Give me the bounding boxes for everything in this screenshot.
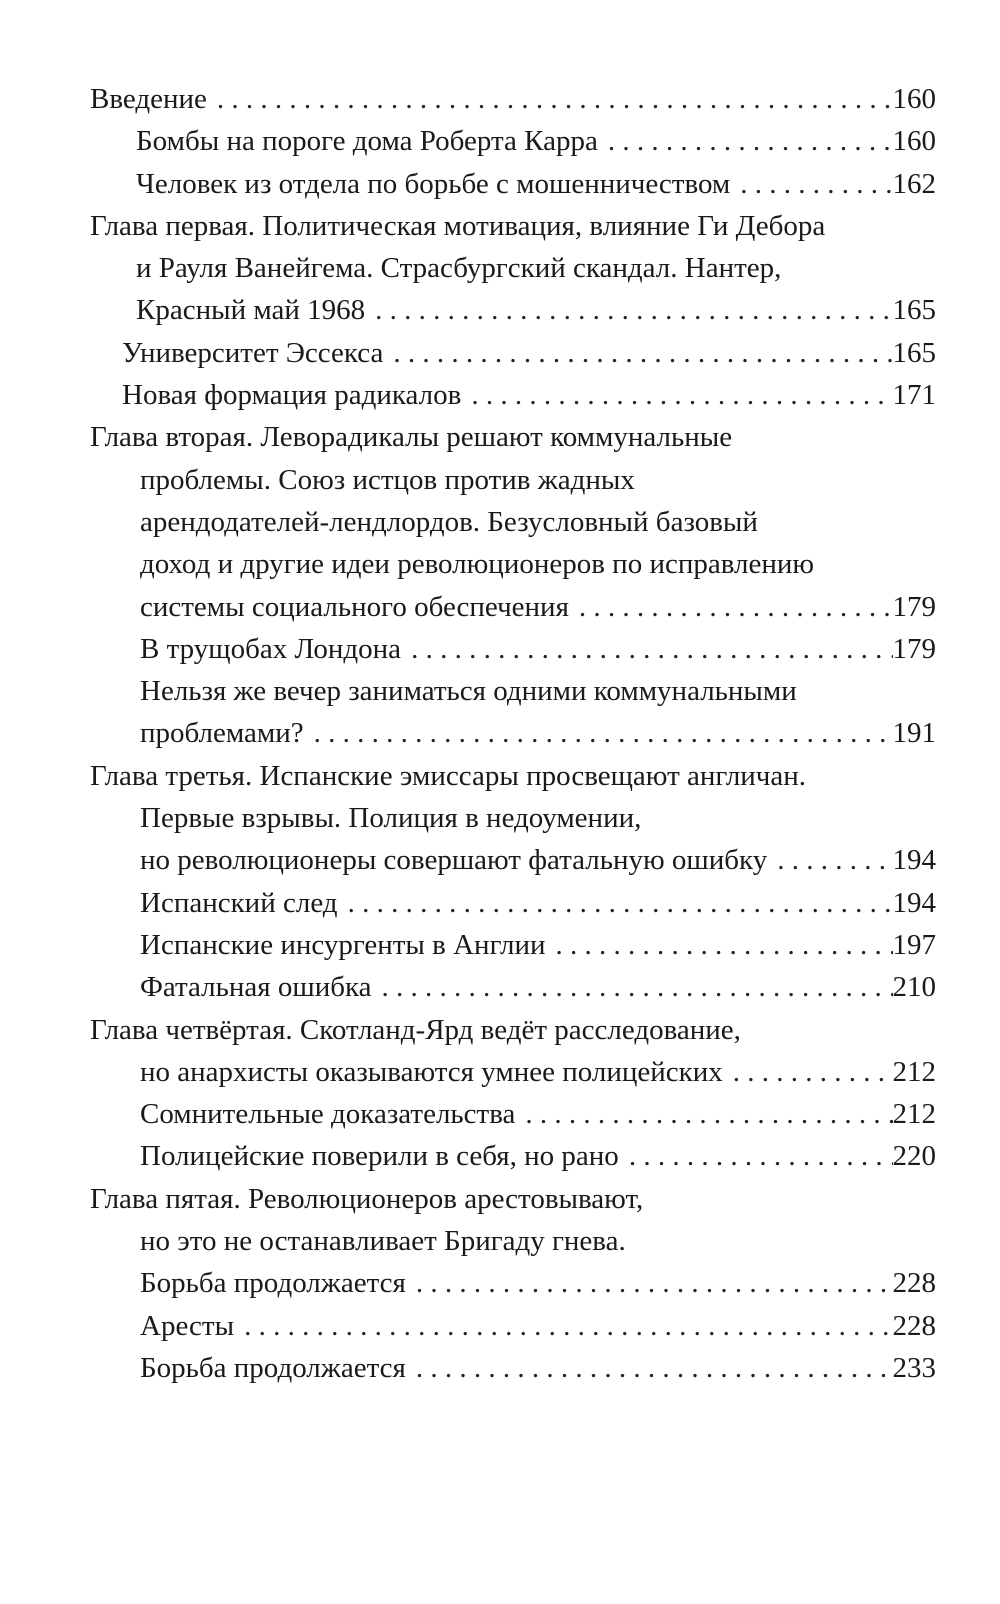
toc-line xyxy=(90,628,936,670)
toc-entry-title: Глава вторая. Леворадикалы решают коммунальные xyxy=(90,421,733,454)
toc-entry[interactable] xyxy=(90,1009,936,1094)
toc-page-number: 160 xyxy=(892,83,936,115)
dot-leader xyxy=(406,1347,893,1389)
toc-page-number: 228 xyxy=(892,1267,936,1300)
toc-entry[interactable] xyxy=(90,1347,936,1389)
toc-line xyxy=(90,586,936,628)
toc-entry[interactable] xyxy=(90,1135,936,1177)
toc-entry-title: Бомбы на пороге дома Роберта Карра xyxy=(136,125,598,158)
dot-leader xyxy=(338,882,893,924)
dot-leader xyxy=(401,628,892,670)
toc-entry[interactable] xyxy=(90,1178,936,1263)
toc-line xyxy=(90,755,936,797)
toc-line xyxy=(90,670,936,712)
toc-entry[interactable] xyxy=(90,374,936,416)
toc-line xyxy=(90,839,936,881)
dot-leader xyxy=(365,289,892,331)
toc-line xyxy=(90,1347,936,1389)
toc-line xyxy=(90,78,936,120)
toc-entry-title: Человек из отдела по борьбе с мошенничеством xyxy=(136,167,731,200)
dot-leader xyxy=(383,332,892,374)
toc-entry-title: Нельзя же вечер заниматься одними коммунальными xyxy=(140,675,797,708)
toc-entry-title: Первые взрывы. Полиция в недоумении, xyxy=(140,802,642,835)
toc-page-number: 179 xyxy=(892,632,936,665)
toc-line xyxy=(90,924,936,966)
toc-line xyxy=(90,543,936,585)
toc-entry-title: Сомнительные доказательства xyxy=(140,1098,516,1131)
dot-leader xyxy=(304,712,893,754)
toc-line xyxy=(90,1135,936,1177)
toc-entry-title: Испанский след xyxy=(140,886,338,919)
toc-page-number: 212 xyxy=(892,1098,936,1131)
dot-leader xyxy=(569,586,893,628)
toc-page-number: 220 xyxy=(892,1140,936,1173)
toc-line xyxy=(90,416,936,458)
toc-line xyxy=(90,712,936,754)
toc-entry[interactable] xyxy=(90,78,936,120)
toc-entry-title: и Рауля Ванейгема. Страсбургский скандал. Нантер, xyxy=(136,252,782,285)
toc-entry-title: Введение xyxy=(90,83,207,115)
toc-line xyxy=(90,1051,936,1093)
dot-leader xyxy=(372,966,893,1008)
toc-entry-title: Университет Эссекса xyxy=(122,336,384,369)
dot-leader xyxy=(207,78,893,120)
toc-entry[interactable] xyxy=(90,628,936,670)
toc-entry-title: Глава первая. Политическая мотивация, влияние Ги Дебора xyxy=(90,209,826,242)
toc-entry[interactable] xyxy=(90,332,936,374)
dot-leader xyxy=(730,163,892,205)
toc-entry-title: Глава третья. Испанские эмиссары просвещают англичан. xyxy=(90,759,807,792)
toc-entry[interactable] xyxy=(90,163,936,205)
dot-leader xyxy=(546,924,893,966)
toc-line xyxy=(90,501,936,543)
toc-line xyxy=(90,374,936,416)
toc-entry-title: Борьба продолжается xyxy=(140,1351,406,1384)
toc-entry-title: Новая формация радикалов xyxy=(122,379,462,412)
toc-entry-title: арендодателей-лендлордов. Безусловный базовый xyxy=(140,505,758,538)
toc-entry[interactable] xyxy=(90,924,936,966)
toc-line xyxy=(90,163,936,205)
dot-leader xyxy=(598,120,893,162)
toc-entry-title: проблемы. Союз истцов против жадных xyxy=(140,463,635,496)
toc-page-number: 210 xyxy=(892,971,936,1004)
toc-page-number: 228 xyxy=(892,1309,936,1342)
toc-page-number: 179 xyxy=(892,590,936,623)
toc-page-number: 171 xyxy=(892,379,936,412)
table-of-contents xyxy=(90,78,936,1389)
toc-line xyxy=(90,1178,936,1220)
toc-line xyxy=(90,289,936,331)
toc-page-number: 197 xyxy=(892,928,936,961)
toc-entry-title: Фатальная ошибка xyxy=(140,971,372,1004)
toc-entry-title: Красный май 1968 xyxy=(136,294,366,327)
dot-leader xyxy=(723,1051,893,1093)
toc-entry[interactable] xyxy=(90,120,936,162)
dot-leader xyxy=(234,1305,892,1347)
toc-entry[interactable] xyxy=(90,416,936,627)
toc-entry-title: Глава пятая. Революционеров арестовывают, xyxy=(90,1182,644,1215)
toc-entry-title: Борьба продолжается xyxy=(140,1267,406,1300)
toc-page-number: 191 xyxy=(892,717,936,750)
toc-page-number: 212 xyxy=(892,1055,936,1088)
toc-line xyxy=(90,332,936,374)
toc-entry-title: Полицейские поверили в себя, но рано xyxy=(140,1140,619,1173)
toc-entry-title: проблемами? xyxy=(140,717,304,750)
toc-line xyxy=(90,1220,936,1262)
dot-leader xyxy=(406,1262,893,1304)
toc-entry[interactable] xyxy=(90,670,936,755)
toc-line xyxy=(90,120,936,162)
toc-entry-title: доход и другие идеи революционеров по исправлению xyxy=(140,548,815,581)
toc-entry-title: Аресты xyxy=(140,1309,235,1342)
toc-entry[interactable] xyxy=(90,966,936,1008)
dot-leader xyxy=(619,1135,893,1177)
toc-entry[interactable] xyxy=(90,755,936,882)
toc-line xyxy=(90,1305,936,1347)
toc-entry-title: В трущобах Лондона xyxy=(140,632,402,665)
toc-line xyxy=(90,882,936,924)
toc-entry[interactable] xyxy=(90,1262,936,1304)
toc-entry-title: но это не останавливает Бригаду гнева. xyxy=(140,1225,626,1258)
toc-line xyxy=(90,1262,936,1304)
dot-leader xyxy=(461,374,892,416)
toc-page-number: 165 xyxy=(892,294,936,327)
dot-leader xyxy=(767,839,892,881)
toc-entry[interactable] xyxy=(90,205,936,332)
toc-line xyxy=(90,205,936,247)
toc-page-number: 233 xyxy=(892,1351,936,1384)
dot-leader xyxy=(515,1093,892,1135)
toc-line xyxy=(90,247,936,289)
toc-line xyxy=(90,797,936,839)
toc-page-number: 160 xyxy=(892,125,936,158)
toc-entry[interactable] xyxy=(90,1305,936,1347)
toc-page-number: 194 xyxy=(892,844,936,877)
toc-page-number: 162 xyxy=(892,167,936,200)
toc-entry-title: Испанские инсургенты в Англии xyxy=(140,928,546,961)
toc-entry-title: но революционеры совершают фатальную ошибку xyxy=(140,844,768,877)
toc-line xyxy=(90,966,936,1008)
toc-entry-title: но анархисты оказываются умнее полицейских xyxy=(140,1055,723,1088)
toc-line xyxy=(90,459,936,501)
toc-page-number: 194 xyxy=(892,886,936,919)
toc-entry-title: Глава четвёртая. Скотланд-Ярд ведёт расследование, xyxy=(90,1013,741,1046)
toc-line xyxy=(90,1093,936,1135)
toc-entry[interactable] xyxy=(90,1093,936,1135)
toc-entry-title: системы социального обеспечения xyxy=(140,590,569,623)
toc-line xyxy=(90,1009,936,1051)
toc-entry[interactable] xyxy=(90,882,936,924)
toc-page-number: 165 xyxy=(892,336,936,369)
